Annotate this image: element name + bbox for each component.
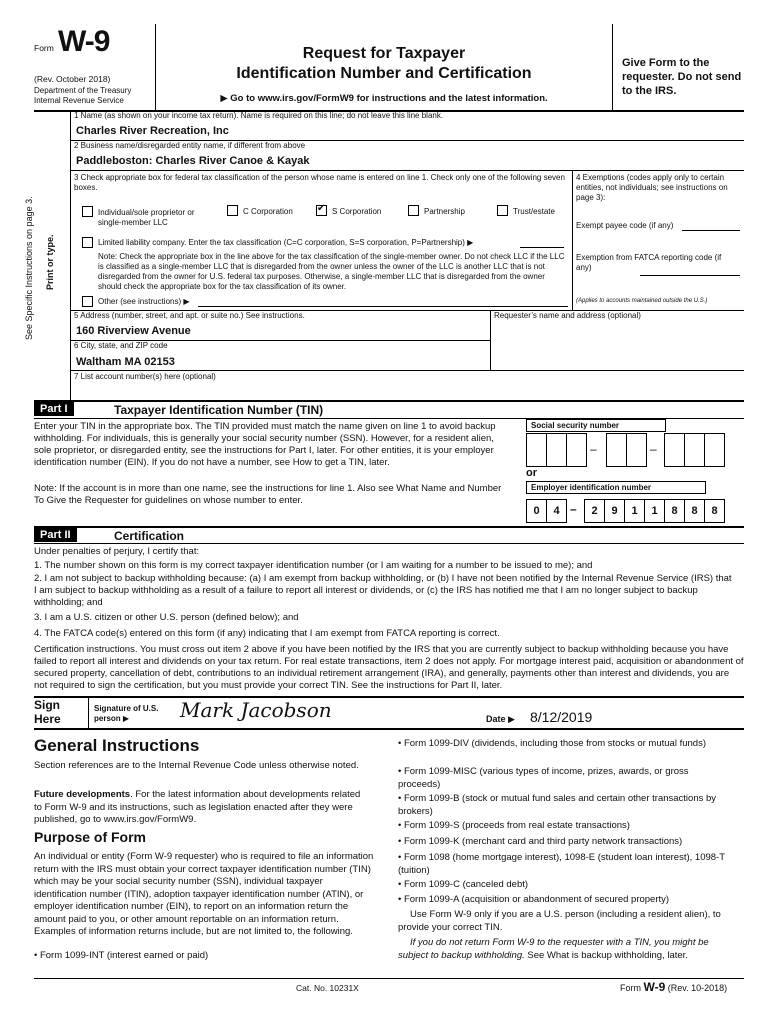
footer-rev: (Rev. 10-2018) <box>667 983 728 993</box>
ein-digit: 8 <box>684 499 705 523</box>
signature[interactable]: Mark Jacobson <box>180 698 332 722</box>
footer-form <box>620 980 727 994</box>
llc-note: Note: Check the appropriate box in the line above for the tax classification of the single-member owner. Do not check LLC if the LLC is classified as a single-member LLC that is disregarded from the owner unless the owner of the LLC is another LLC that is not disregarded from the owner for U.S. federal tax purposes. Otherwise, a single-member LLC that is disregarded from the owner should check the appropriate box for the tax classification of its owner. <box>98 252 565 291</box>
partnership-label: Partnership <box>424 207 465 216</box>
ein-digit: 8 <box>664 499 685 523</box>
requester-label: Requester’s name and address (optional) <box>494 311 641 320</box>
llc-checkbox[interactable] <box>82 237 93 248</box>
form-label <box>34 38 54 56</box>
date-value[interactable]: 8/12/2019 <box>530 709 593 725</box>
bullet-1098: • Form 1098 (home mortgage interest), 1098-E (student loan interest), 1098-T (tuition) <box>398 852 725 876</box>
purpose-title: Purpose of Form <box>34 829 147 845</box>
cat-number: Cat. No. 10231X <box>296 983 359 993</box>
c-corp-label: C Corporation <box>243 207 293 216</box>
bullet-1099-misc: • Form 1099-MISC (various types of income, prizes, awards, or gross proceeds) <box>398 766 689 790</box>
vertical-text: See Specific Instructions on page 3. <box>24 196 34 340</box>
bullet-1099-k: • Form 1099-K (merchant card and third party network transactions) <box>398 836 683 847</box>
individual-checkbox[interactable] <box>82 206 93 217</box>
s-corp-label: S Corporation <box>332 207 382 216</box>
future-text: . For the latest information about developments related to Form W-9 and its instructions, such as legislation enacted after they were published, go to www.irs.gov/FormW9. <box>34 789 361 825</box>
line6-city-value[interactable]: Waltham MA 02153 <box>76 356 175 368</box>
part2-title: Certification <box>114 529 185 543</box>
bullet-1099-c: • Form 1099-C (canceled debt) <box>398 879 529 890</box>
fatca-field[interactable] <box>640 275 740 276</box>
ein-dash: – <box>570 502 577 516</box>
or-text: or <box>526 467 537 479</box>
sign-here: Sign Here <box>34 698 61 726</box>
ssn-field[interactable]: – – <box>526 433 726 467</box>
ein-field[interactable] <box>526 497 726 527</box>
date-label: Date ▶ <box>486 714 515 724</box>
line2-business-value[interactable]: Paddleboston: Charles River Canoe & Kayak <box>76 155 310 167</box>
part1-text: Enter your TIN in the appropriate box. The TIN provided must match the name given on line 1 to avoid backup withholding. For individuals, this is generally your social security number (SSN). However, for a resident alien, sole proprietor, or disregarded entity, see the instructions for Part I, later. For other entities, it is your employer identification number (EIN). If you do not have a number, see How to get a TIN, later. <box>34 421 496 468</box>
use-form-text: Use Form W-9 only if you are a U.S. person (including a resident alien), to provide your correct TIN. <box>398 909 721 933</box>
line7-label: 7 List account number(s) here (optional) <box>74 372 216 381</box>
footer-form-word: Form <box>620 983 641 993</box>
ein-digit: 9 <box>604 499 625 523</box>
cert-item-3: 3. I am a U.S. citizen or other U.S. person (defined below); and <box>34 612 299 623</box>
form-word: Form <box>34 43 54 53</box>
s-corp-checkbox[interactable] <box>316 205 327 216</box>
backup-warning <box>398 937 728 962</box>
exempt-payee-field[interactable] <box>682 230 740 231</box>
cert-item-1: 1. The number shown on this form is my correct taxpayer identification number (or I am waiting for a number to be issued to me); and <box>34 560 593 571</box>
general-p1: Section references are to the Internal Revenue Code unless otherwise noted. <box>34 760 359 771</box>
line1-name-value[interactable]: Charles River Recreation, Inc <box>76 125 229 137</box>
line5-address-value[interactable]: 160 Riverview Avenue <box>76 325 191 337</box>
cert-item-4: 4. The FATCA code(s) entered on this form (if any) indicating that I am exempt from FATCA reporting is correct. <box>34 628 500 639</box>
ein-digit: 1 <box>624 499 645 523</box>
dept-line1: Department of the Treasury <box>34 86 132 95</box>
part2-tag: Part II <box>34 528 77 542</box>
specific-instructions-vertical <box>24 80 34 340</box>
title-line1: Request for Taxpayer <box>302 45 466 62</box>
bullet-1099-s: • Form 1099-S (proceeds from real estate transactions) <box>398 820 630 831</box>
llc-label: Limited liability company. Enter the tax classification (C=C corporation, S=S corporation, P=Partnership) ▶ <box>98 238 474 247</box>
part1-note: Note: If the account is in more than one name, see the instructions for line 1. Also see What Name and Number To Give the Requester for guidelines on whose number to enter. <box>34 483 502 506</box>
other-checkbox[interactable] <box>82 296 93 307</box>
other-label: Other (see instructions) ▶ <box>98 297 190 306</box>
future-bold: Future developments <box>34 789 131 800</box>
c-corp-checkbox[interactable] <box>227 205 238 216</box>
backup-italic: If you do not return Form W-9 to the requester with a TIN, you might be subject to backup withholding. <box>398 937 709 961</box>
line2-label: 2 Business name/disregarded entity name, if different from above <box>74 141 306 150</box>
line1-label: 1 Name (as shown on your income tax return). Name is required on this line; do not leave this line blank. <box>74 111 444 120</box>
bullet-1099-b: • Form 1099-B (stock or mutual fund sales and certain other transactions by brokers) <box>398 793 717 817</box>
goto-instructions: ▶ Go to www.irs.gov/FormW9 for instructions and the latest information. <box>220 93 548 104</box>
backup-see: See What is backup withholding, later. <box>524 949 688 961</box>
form-title <box>156 44 612 84</box>
ssn-label: Social security number <box>526 419 666 432</box>
general-title: General Instructions <box>34 736 200 755</box>
individual-label: Individual/sole proprietor or single-member LLC <box>98 208 195 227</box>
purpose-text: An individual or entity (Form W-9 requester) who is required to file an information return with the IRS must obtain your correct taxpayer identification number (TIN) which may be your social security number (SSN), individual taxpayer identification number (ITIN), adoption taxpayer identification number (ATIN), or employer identification number (EIN), to report on an information return the amount paid to you, or other amount reportable on an information return. Examples of information returns include, but are not limited to, the following. <box>34 851 374 937</box>
cert-item-2: 2. I am not subject to backup withholding because: (a) I am exempt from backup withholding, or (b) I have not been notified by the Internal Revenue Service (IRS) that I am subject to backup withholding as a result of a failure to report all interest or dividends, or (c) the IRS has notified me that I am no longer subject to backup withholding; and <box>34 573 732 608</box>
form-number: W-9 <box>58 25 110 58</box>
revision-date: (Rev. October 2018) <box>34 74 111 84</box>
dept-line2: Internal Revenue Service <box>34 96 124 105</box>
footer-form-number: W-9 <box>643 980 666 994</box>
bullet-1099-div: • Form 1099-DIV (dividends, including those from stocks or mutual funds) <box>398 738 706 749</box>
partnership-checkbox[interactable] <box>408 205 419 216</box>
title-line2: Identification Number and Certification <box>236 65 532 82</box>
give-form-note: Give Form to the requester. Do not send to the IRS. <box>622 57 742 97</box>
bullet-1099-a: • Form 1099-A (acquisition or abandonment of secured property) <box>398 894 670 905</box>
line4-label: 4 Exemptions (codes apply only to certain entities, not individuals; see instructions on page 3): <box>576 173 728 202</box>
ein-label: Employer identification number <box>526 481 706 494</box>
line6-label: 6 City, state, and ZIP code <box>74 341 168 350</box>
ein-digit: 8 <box>704 499 725 523</box>
ein-digit: 1 <box>644 499 665 523</box>
llc-classification-field[interactable] <box>520 247 564 248</box>
applies-note: (Applies to accounts maintained outside the U.S.) <box>576 298 708 304</box>
other-field[interactable] <box>198 306 568 307</box>
ein-digit: 4 <box>546 499 567 523</box>
line3-label: 3 Check appropriate box for federal tax classification of the person whose name is entered on line 1. Check only one of the following seven boxes. <box>74 173 565 192</box>
ein-digit: 2 <box>584 499 605 523</box>
future-developments <box>34 789 364 827</box>
fatca-label: Exemption from FATCA reporting code (if any) <box>576 253 722 272</box>
exempt-payee-label: Exempt payee code (if any) <box>576 221 674 230</box>
trust-estate-label: Trust/estate <box>513 207 555 216</box>
cert-instructions: Certification instructions. You must cross out item 2 above if you have been notified by the IRS that you are currently subject to backup withholding because you have failed to report all interest and dividends on your tax return. For real estate transactions, item 2 does not apply. For mortgage interest paid, acquisition or abandonment of secured property, cancellation of debt, contributions to an individual retirement arrangement (IRA), and generally, payments other than interest and dividends, you are not required to sign the certification, but you must provide your correct TIN. See the instructions for Part II, later. <box>34 644 744 691</box>
signature-label: Signature of U.S. person ▶ <box>94 704 159 723</box>
trust-estate-checkbox[interactable] <box>497 205 508 216</box>
bullet-1099-int: • Form 1099-INT (interest earned or paid) <box>34 950 209 961</box>
print-or-type: Print or type. <box>45 234 55 290</box>
part2-intro: Under penalties of perjury, I certify that: <box>34 546 200 557</box>
line5-label: 5 Address (number, street, and apt. or suite no.) See instructions. <box>74 311 305 320</box>
part1-title: Taxpayer Identification Number (TIN) <box>114 403 324 417</box>
part1-tag: Part I <box>34 402 74 416</box>
ein-digit: 0 <box>526 499 547 523</box>
